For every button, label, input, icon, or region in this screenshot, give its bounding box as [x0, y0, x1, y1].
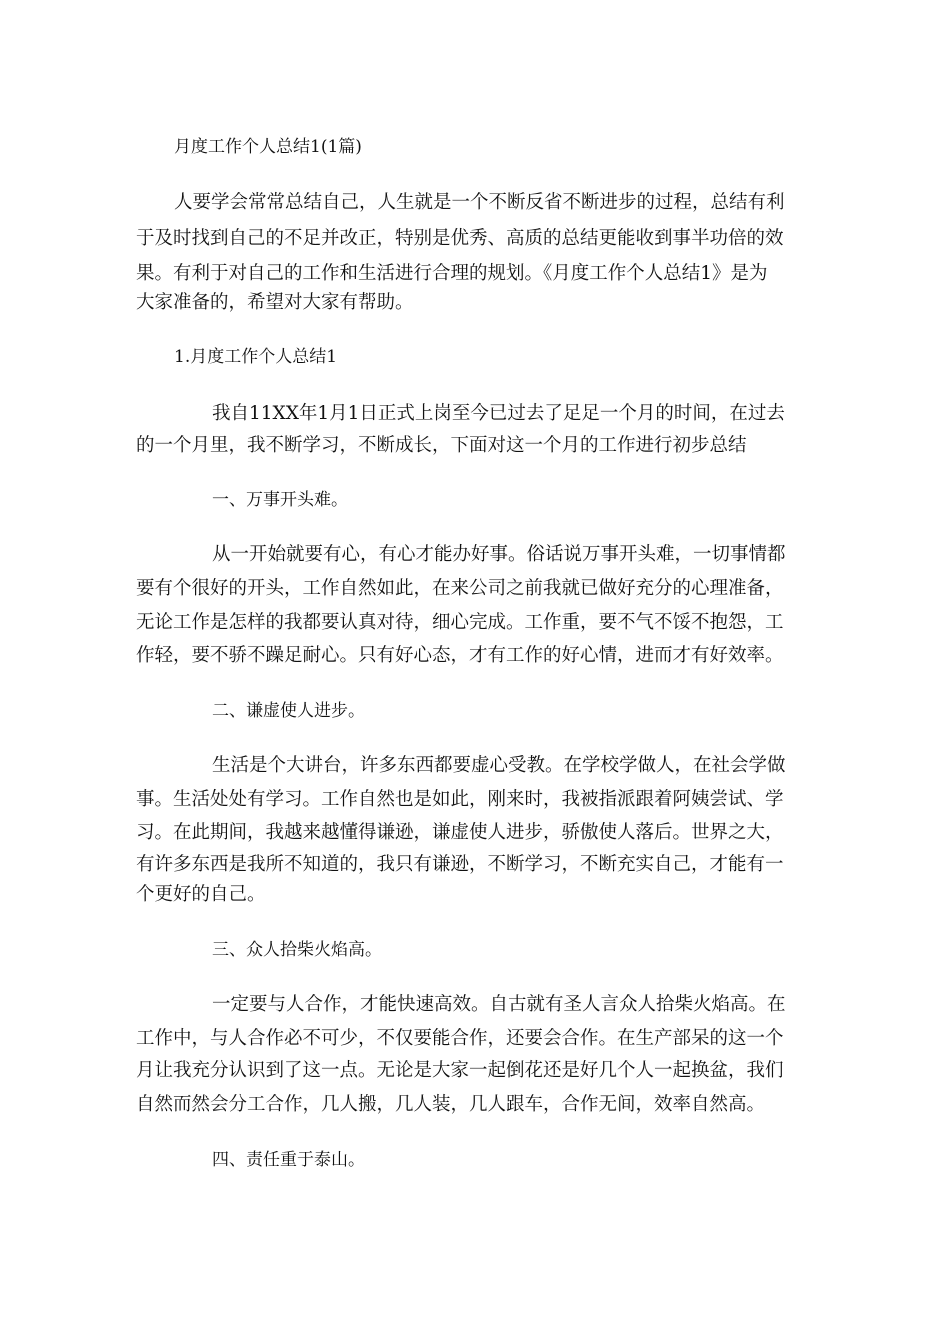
intro-line: 大家准备的，希望对大家有帮助。	[136, 292, 414, 313]
intro-line: 于及时找到自己的不足并改正，特别是优秀、高质的总结更能收到事半功倍的效	[136, 228, 784, 249]
paragraph-line: 有许多东西是我所不知道的，我只有谦逊，不断学习，不断充实自己，才能有一	[136, 854, 784, 875]
paragraph-line: 作轻，要不骄不躁足耐心。只有好心态，才有工作的好心情，进而才有好效率。	[136, 645, 784, 666]
paragraph-line: 生活是个大讲台，许多东西都要虚心受教。在学校学做人，在社会学做	[212, 755, 786, 776]
point-heading: 四、责任重于泰山。	[212, 1150, 365, 1170]
point-heading: 一、万事开头难。	[212, 490, 348, 510]
opening-line: 的一个月里，我不断学习，不断成长，下面对这一个月的工作进行初步总结	[136, 435, 747, 456]
paragraph-line: 工作中，与人合作必不可少，不仅要能合作，还要会合作。在生产部呆的这一个	[136, 1028, 784, 1049]
document-title: 月度工作个人总结1(1篇)	[174, 137, 362, 157]
paragraph-line: 月让我充分认识到了这一点。无论是大家一起倒花还是好几个人一起换盆，我们	[136, 1060, 784, 1081]
point-heading: 二、谦虚使人进步。	[212, 701, 365, 721]
opening-line: 我自11XX年1月1日正式上岗至今已过去了足足一个月的时间，在过去	[212, 403, 785, 424]
point-heading: 三、众人拾柴火焰高。	[212, 940, 382, 960]
section-heading: 1.月度工作个人总结1	[174, 347, 338, 367]
paragraph-line: 要有个很好的开头，工作自然如此，在来公司之前我就已做好充分的心理准备，	[136, 578, 784, 599]
intro-line: 果。有利于对自己的工作和生活进行合理的规划。《月度工作个人总结1》是为	[136, 263, 768, 284]
paragraph-line: 无论工作是怎样的我都要认真对待，细心完成。工作重，要不气不馁不抱怨，工	[136, 612, 784, 633]
paragraph-line: 习。在此期间，我越来越懂得谦逊，谦虚使人进步，骄傲使人落后。世界之大，	[136, 822, 784, 843]
paragraph-line: 自然而然会分工合作，几人搬，几人装，几人跟车，合作无间，效率自然高。	[136, 1094, 766, 1115]
paragraph-line: 事。生活处处有学习。工作自然也是如此，刚来时，我被指派跟着阿姨尝试、学	[136, 789, 784, 810]
paragraph-line: 个更好的自己。	[136, 884, 266, 905]
paragraph-line: 一定要与人合作，才能快速高效。自古就有圣人言众人拾柴火焰高。在	[212, 994, 786, 1015]
paragraph-line: 从一开始就要有心，有心才能办好事。俗话说万事开头难，一切事情都	[212, 544, 786, 565]
intro-line: 人要学会常常总结自己，人生就是一个不断反省不断进步的过程，总结有利	[174, 192, 785, 213]
